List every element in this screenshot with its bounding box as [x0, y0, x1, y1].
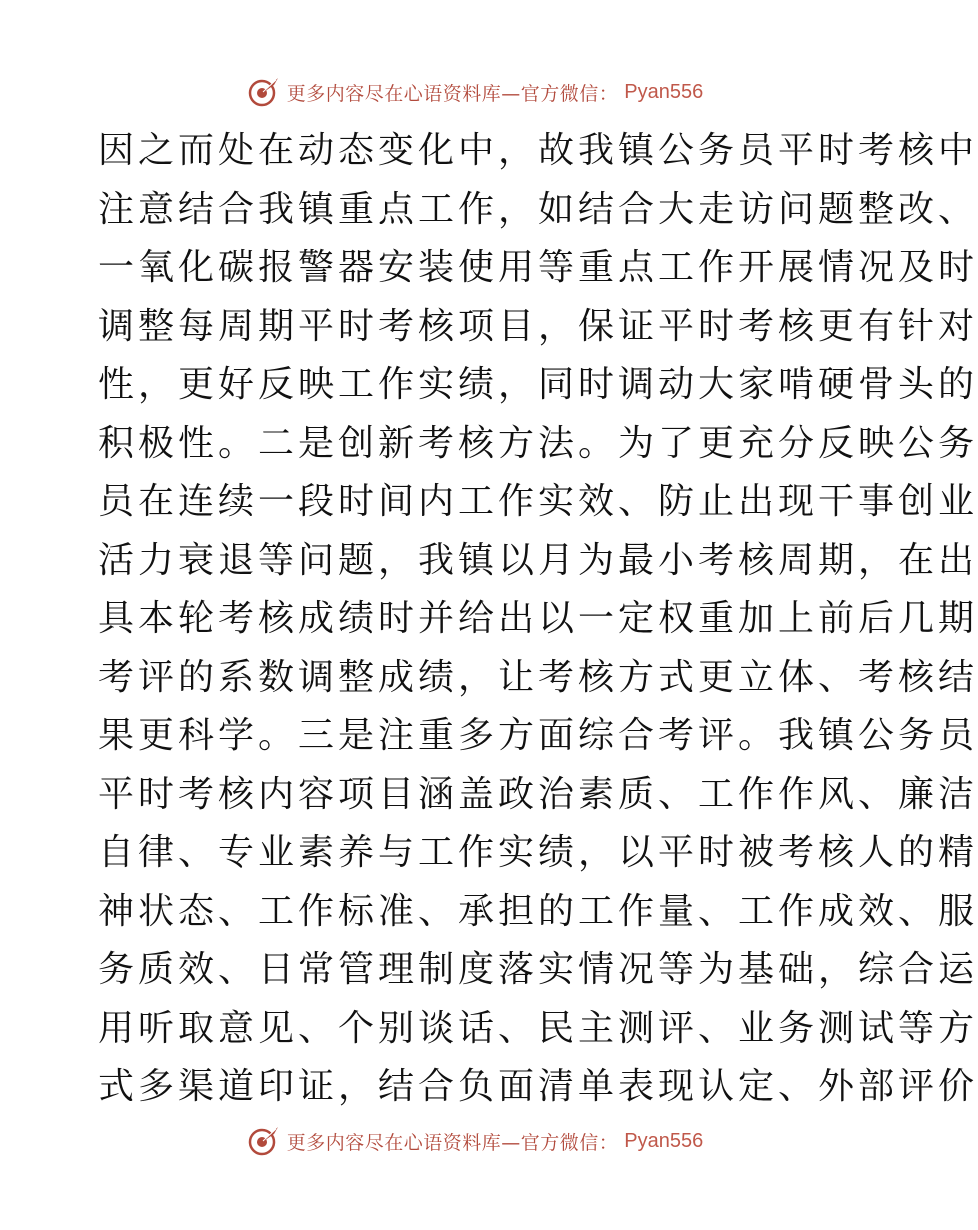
- header-wechat-id: Pyan556: [624, 80, 704, 103]
- quill-pen-logo-icon: [247, 1124, 281, 1158]
- text-line: 果更科学。三是注重多方面综合考评。我镇公务员: [98, 715, 978, 756]
- text-line: 因之而处在动态变化中，故我镇公务员平时考核中: [98, 130, 978, 171]
- text-line: 积极性。二是创新考核方法。为了更充分反映公务: [98, 422, 978, 464]
- header-banner-text: 更多内容尽在心语资料库—官方微信：: [286, 82, 619, 105]
- footer-banner: [0, 1121, 950, 1161]
- footer-wechat-id: Pyan556: [624, 1129, 704, 1152]
- text-line: 具本轮考核成绩时并给出以一定权重加上前后几期: [98, 598, 978, 639]
- text-line: 自律、专业素养与工作实绩，以平时被考核人的精: [98, 832, 978, 873]
- header-banner-content: [247, 75, 703, 109]
- header-banner: [0, 72, 950, 112]
- text-line: 调整每周期平时考核项目，保证平时考核更有针对: [98, 305, 978, 347]
- footer-banner-content: [247, 1124, 703, 1158]
- text-line: 一氧化碳报警器安装使用等重点工作开展情况及时: [98, 247, 978, 288]
- text-line: 注意结合我镇重点工作，如结合大走访问题整改、: [98, 188, 978, 230]
- quill-pen-logo-icon: [247, 75, 281, 109]
- text-line: 考评的系数调整成绩，让考核方式更立体、考核结: [98, 656, 978, 698]
- text-line: 活力衰退等问题，我镇以月为最小考核周期，在出: [98, 539, 978, 581]
- text-line: 员在连续一段时间内工作实效、防止出现干事创业: [98, 481, 978, 522]
- text-line: 性，更好反映工作实绩，同时调动大家啃硬骨头的: [98, 364, 978, 405]
- footer-banner-text: 更多内容尽在心语资料库—官方微信：: [286, 1131, 619, 1154]
- document-body: [98, 122, 978, 1117]
- text-line: 用听取意见、个别谈话、民主测评、业务测试等方: [98, 1007, 978, 1049]
- text-line: 平时考核内容项目涵盖政治素质、工作作风、廉洁: [98, 773, 978, 815]
- text-line: 务质效、日常管理制度落实情况等为基础，综合运: [98, 949, 978, 990]
- text-line: 神状态、工作标准、承担的工作量、工作成效、服: [98, 890, 978, 932]
- text-line: 式多渠道印证，结合负面清单表现认定、外部评价: [98, 1066, 978, 1107]
